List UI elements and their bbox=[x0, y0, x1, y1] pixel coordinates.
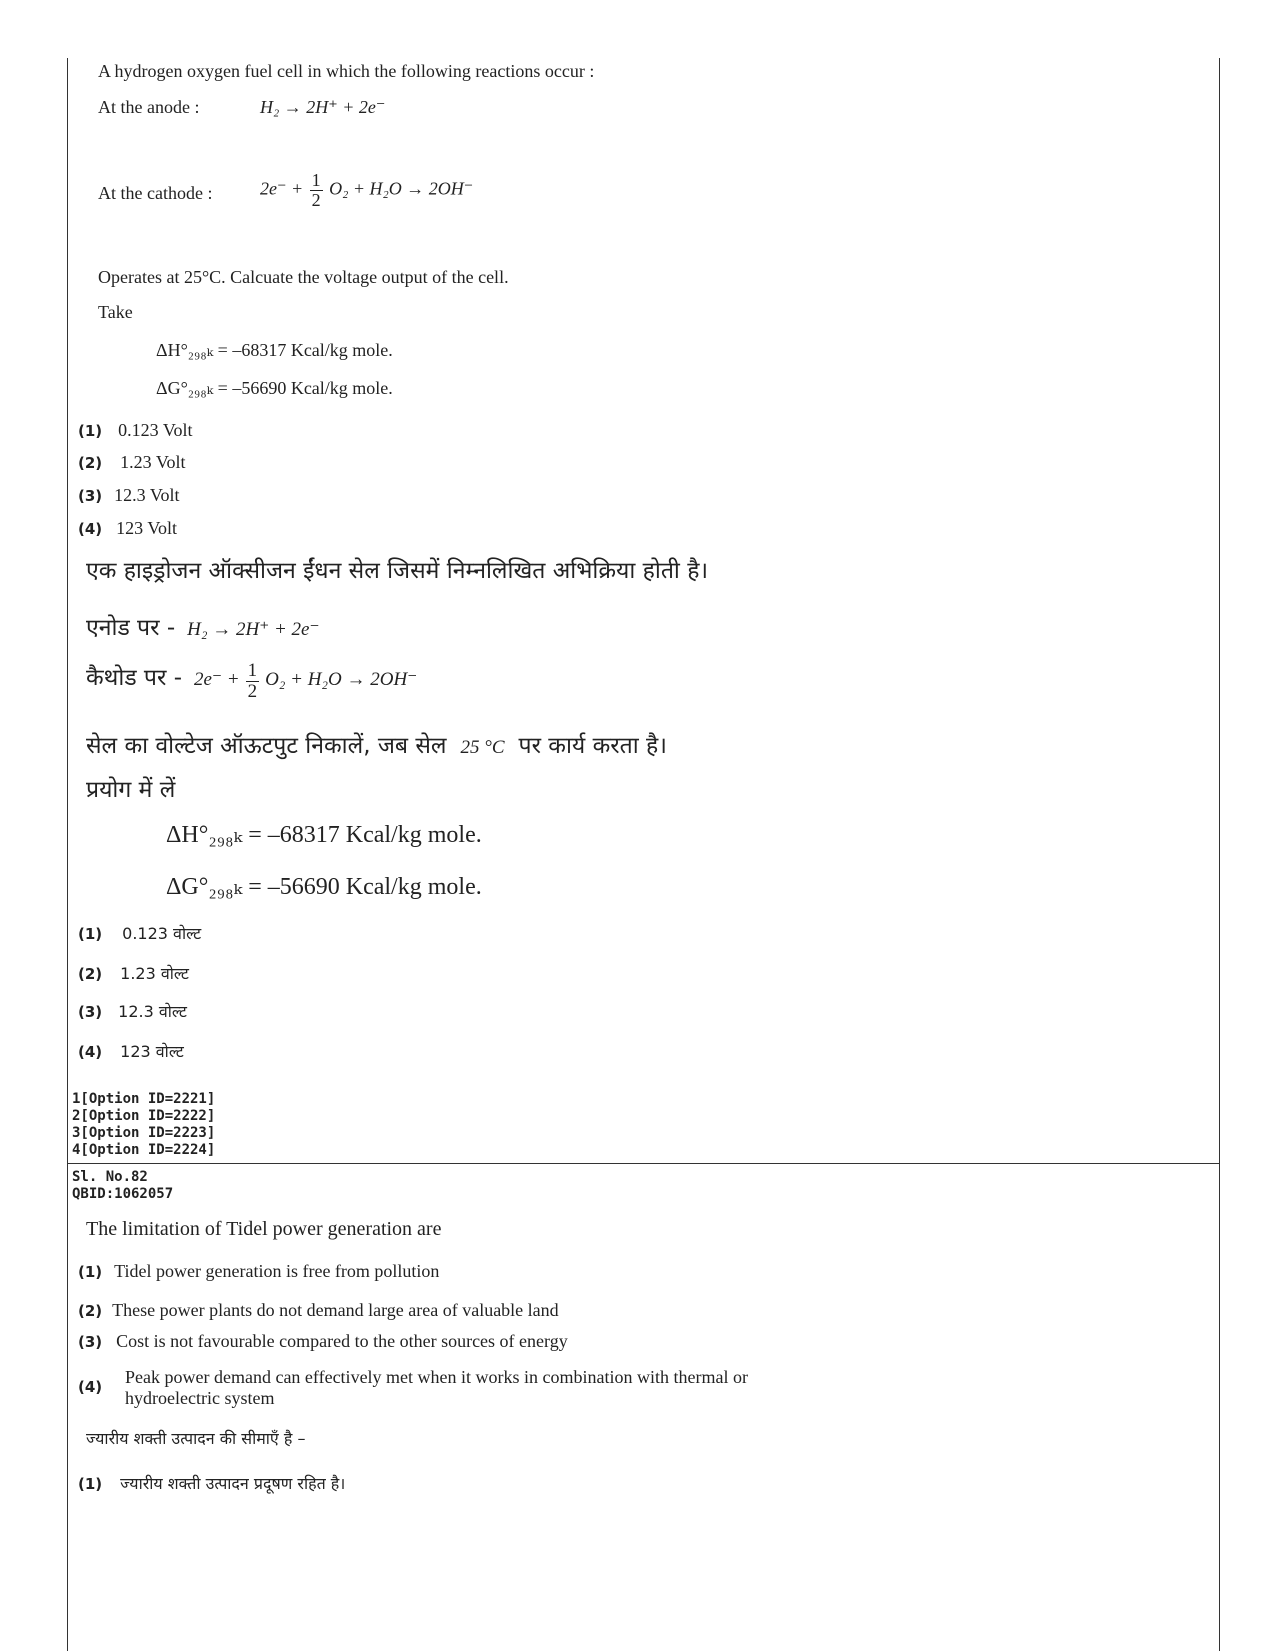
delta-h: ΔH°₂₉₈ₖ = –68317 Kcal/kg mole. bbox=[156, 340, 393, 360]
hi-operates-line: सेल का वोल्टेज ऑऊटपुट निकालें, जब सेल 25 °C पर कार्य करता है। bbox=[86, 733, 667, 759]
anode-equation: H₂ → 2H⁺ + 2e⁻ bbox=[260, 97, 386, 117]
option-hi-4: (4) 123 वोल्ट bbox=[78, 1042, 184, 1061]
operates-text: Operates at 25°C. Calcuate the voltage output of the cell. bbox=[98, 267, 509, 287]
cathode-eq-right: O₂ + H₂O → 2OH⁻ bbox=[329, 178, 474, 199]
option-id: 2[Option ID=2222] bbox=[72, 1108, 216, 1124]
option-en-2: (2) 1.23 Volt bbox=[78, 452, 186, 472]
serial-number: Sl. No.82 bbox=[72, 1169, 148, 1185]
question-divider bbox=[67, 1163, 1220, 1164]
option-hi-1: (1) 0.123 वोल्ट bbox=[78, 924, 202, 943]
q82-option-en-3: (3) Cost is not favourable compared to the other sources of energy bbox=[78, 1331, 568, 1351]
hi-delta-g: ΔG°₂₉₈ₖ = –56690 Kcal/kg mole. bbox=[166, 874, 482, 900]
cathode-equation bbox=[260, 171, 473, 210]
qbid: QBID:1062057 bbox=[72, 1186, 174, 1202]
option-id: 4[Option ID=2224] bbox=[72, 1142, 216, 1158]
question-meta bbox=[72, 1169, 173, 1203]
option-id: 3[Option ID=2223] bbox=[72, 1125, 216, 1141]
q82-option-en-1: (1) Tidel power generation is free from pollution bbox=[78, 1261, 440, 1281]
option-id-list bbox=[72, 1091, 215, 1159]
page-frame bbox=[67, 58, 1220, 1651]
cathode-label: At the cathode : bbox=[98, 183, 213, 203]
cathode-eq-left: 2e⁻ + bbox=[260, 178, 304, 199]
q81-intro-en: A hydrogen oxygen fuel cell in which the following reactions occur : bbox=[98, 61, 595, 81]
option-hi-2: (2) 1.23 वोल्ट bbox=[78, 964, 189, 983]
q82-question-en: The limitation of Tidel power generation are bbox=[86, 1218, 442, 1240]
hi-take-label: प्रयोग में लें bbox=[86, 777, 176, 803]
option-id: 1[Option ID=2221] bbox=[72, 1091, 216, 1107]
q82-option-en-4-num: (4) bbox=[78, 1378, 103, 1396]
anode-label: At the anode : bbox=[98, 97, 200, 117]
option-en-4: (4) 123 Volt bbox=[78, 518, 178, 538]
take-label: Take bbox=[98, 302, 133, 322]
delta-g: ΔG°₂₉₈ₖ = –56690 Kcal/kg mole. bbox=[156, 378, 393, 398]
hi-cathode-line: कैथोड पर - 2e⁻ + $\frac{1}{2}$ O₂ + H₂O → 2OH⁻ bbox=[86, 659, 418, 702]
fraction-half: $\frac{1}{2}$ bbox=[311, 170, 321, 210]
option-en-1: (1) 0.123 Volt bbox=[78, 420, 193, 440]
q82-option-hi-1: (1) ज्यारीय शक्ती उत्पादन प्रदूषण रहित है। bbox=[78, 1474, 346, 1493]
q82-question-hi: ज्यारीय शक्ती उत्पादन की सीमाएँ है – bbox=[86, 1429, 306, 1448]
q81-intro-hi: एक हाइड्रोजन ऑक्सीजन ईंधन सेल जिसमें निम्नलिखित अभिक्रिया होती है। bbox=[86, 558, 709, 584]
option-en-3: (3) 12.3 Volt bbox=[78, 485, 180, 505]
q82-option-en-2: (2) These power plants do not demand large area of valuable land bbox=[78, 1300, 559, 1320]
q82-option-en-4: Peak power demand can effectively met when it works in combination with thermal or hydroelectric system bbox=[125, 1367, 748, 1408]
hi-delta-h: ΔH°₂₉₈ₖ = –68317 Kcal/kg mole. bbox=[166, 822, 482, 848]
option-hi-3: (3) 12.3 वोल्ट bbox=[78, 1002, 187, 1021]
hi-fraction-half: $\frac{1}{2}$ bbox=[247, 659, 258, 702]
hi-anode-line: एनोड पर - H₂ → 2H⁺ + 2e⁻ bbox=[86, 615, 320, 641]
